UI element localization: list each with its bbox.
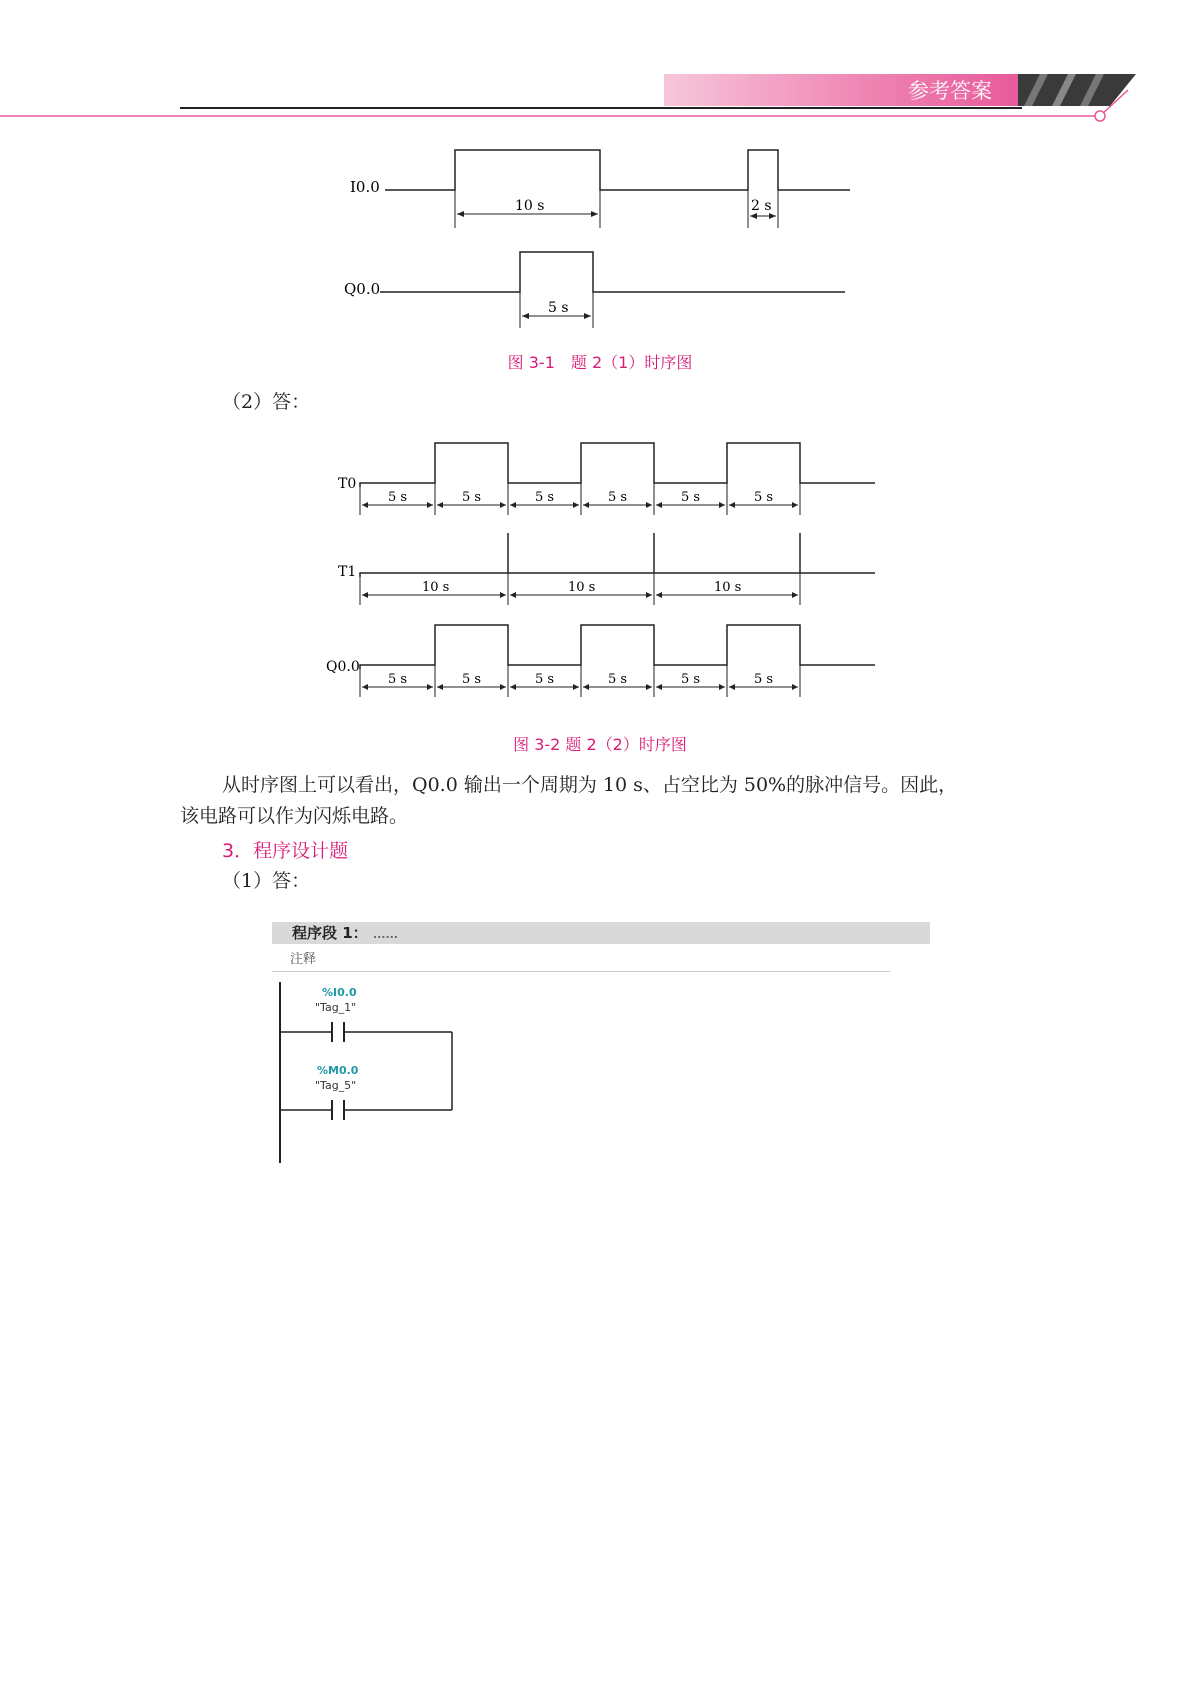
signal-i00-wave	[385, 150, 850, 190]
paragraph-line2: 该电路可以作为闪烁电路。	[180, 805, 409, 827]
timing-diagram-1	[330, 140, 850, 340]
segment-note: 注释	[290, 952, 317, 967]
contact-addr: %I0.0	[322, 986, 357, 999]
q-label: 5 s	[608, 672, 628, 687]
figure2-caption: 图 3-2 题 2（2）时序图	[513, 735, 687, 754]
q-label: 5 s	[388, 672, 408, 687]
figure1-caption: 图 3-1 题 2（1）时序图	[507, 353, 693, 372]
t1-label: 10 s	[422, 580, 450, 595]
t0-label: 5 s	[681, 490, 701, 505]
t0-label: 5 s	[388, 490, 408, 505]
signal-q00-wave	[380, 252, 845, 292]
signal-t0-wave	[360, 443, 875, 487]
signal-label-q00: Q0.0	[344, 280, 381, 298]
dim-label-2s: 2 s	[751, 198, 772, 214]
dim-label-10s: 10 s	[515, 198, 545, 214]
signal-label-t0: T0	[338, 476, 357, 492]
contact-addr: %M0.0	[317, 1064, 359, 1077]
section-title: 3．程序设计题	[222, 840, 349, 862]
signal-label-i00: I0.0	[350, 178, 380, 196]
contact-tag: "Tag_5"	[315, 1079, 357, 1092]
ladder-network-1	[272, 978, 912, 1168]
contact-tag: "Tag_1"	[315, 1001, 357, 1014]
q-label: 5 s	[462, 672, 482, 687]
signal-q00b-wave	[360, 625, 875, 669]
t1-label: 10 s	[568, 580, 596, 595]
dim-label-5s: 5 s	[548, 300, 569, 316]
q-label: 5 s	[681, 672, 701, 687]
t0-label: 5 s	[535, 490, 555, 505]
header-title: 参考答案	[908, 79, 992, 103]
t0-label: 5 s	[462, 490, 482, 505]
q-label: 5 s	[535, 672, 555, 687]
header-rule	[180, 107, 1022, 109]
signal-label-t1: T1	[338, 564, 357, 580]
timing-diagram-2	[320, 435, 880, 705]
paragraph-line1: 从时序图上可以看出，Q0.0 输出一个周期为 10 s、占空比为 50%的脉冲信号。因此，	[222, 774, 958, 796]
header-swoosh	[0, 84, 1191, 124]
t0-label: 5 s	[754, 490, 774, 505]
q-label: 5 s	[754, 672, 774, 687]
segment-separator	[272, 971, 890, 972]
t0-label: 5 s	[608, 490, 628, 505]
segment-title: 程序段 1： ......	[292, 924, 398, 942]
answer31-label: （1）答：	[222, 870, 311, 892]
signal-label-q00b: Q0.0	[326, 659, 360, 675]
t1-label: 10 s	[714, 580, 742, 595]
answer2-label: （2）答：	[222, 391, 311, 413]
signal-t1-wave	[360, 533, 875, 577]
